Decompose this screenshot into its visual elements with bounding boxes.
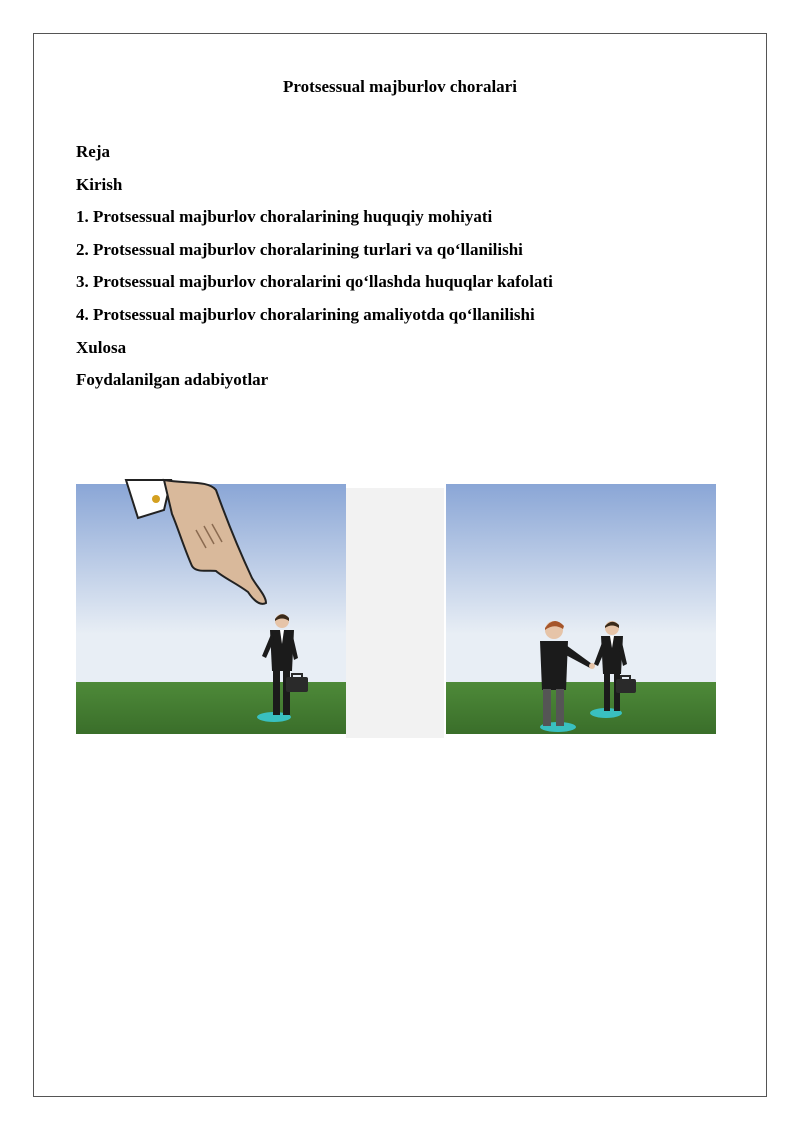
document-title: Protsessual majburlov choralari [283,77,517,96]
plan-list [76,141,553,402]
plan-item-references: Foydalanilgan adabiyotlar [76,370,269,390]
plan-heading: Reja [76,142,110,161]
plan-item-2: 2. Protsessual majburlov choralarining turlari va qo‘llanilishi [76,239,523,259]
plan-item-4: 4. Protsessual majburlov choralarining amaliyotda qo‘llanilishi [76,304,535,324]
plan-item-conclusion: Xulosa [76,337,127,357]
panel-gap [346,488,444,738]
plan-item-3: 3. Protsessual majburlov choralarini qo‘llashda huquqlar kafolati [76,272,553,292]
right-panel [446,484,716,734]
plan-item-1: 1. Protsessual majburlov choralarining huquqiy mohiyati [76,207,493,227]
left-panel [76,480,346,734]
illustration [76,478,720,743]
plan-item-introduction: Kirish [76,174,123,194]
